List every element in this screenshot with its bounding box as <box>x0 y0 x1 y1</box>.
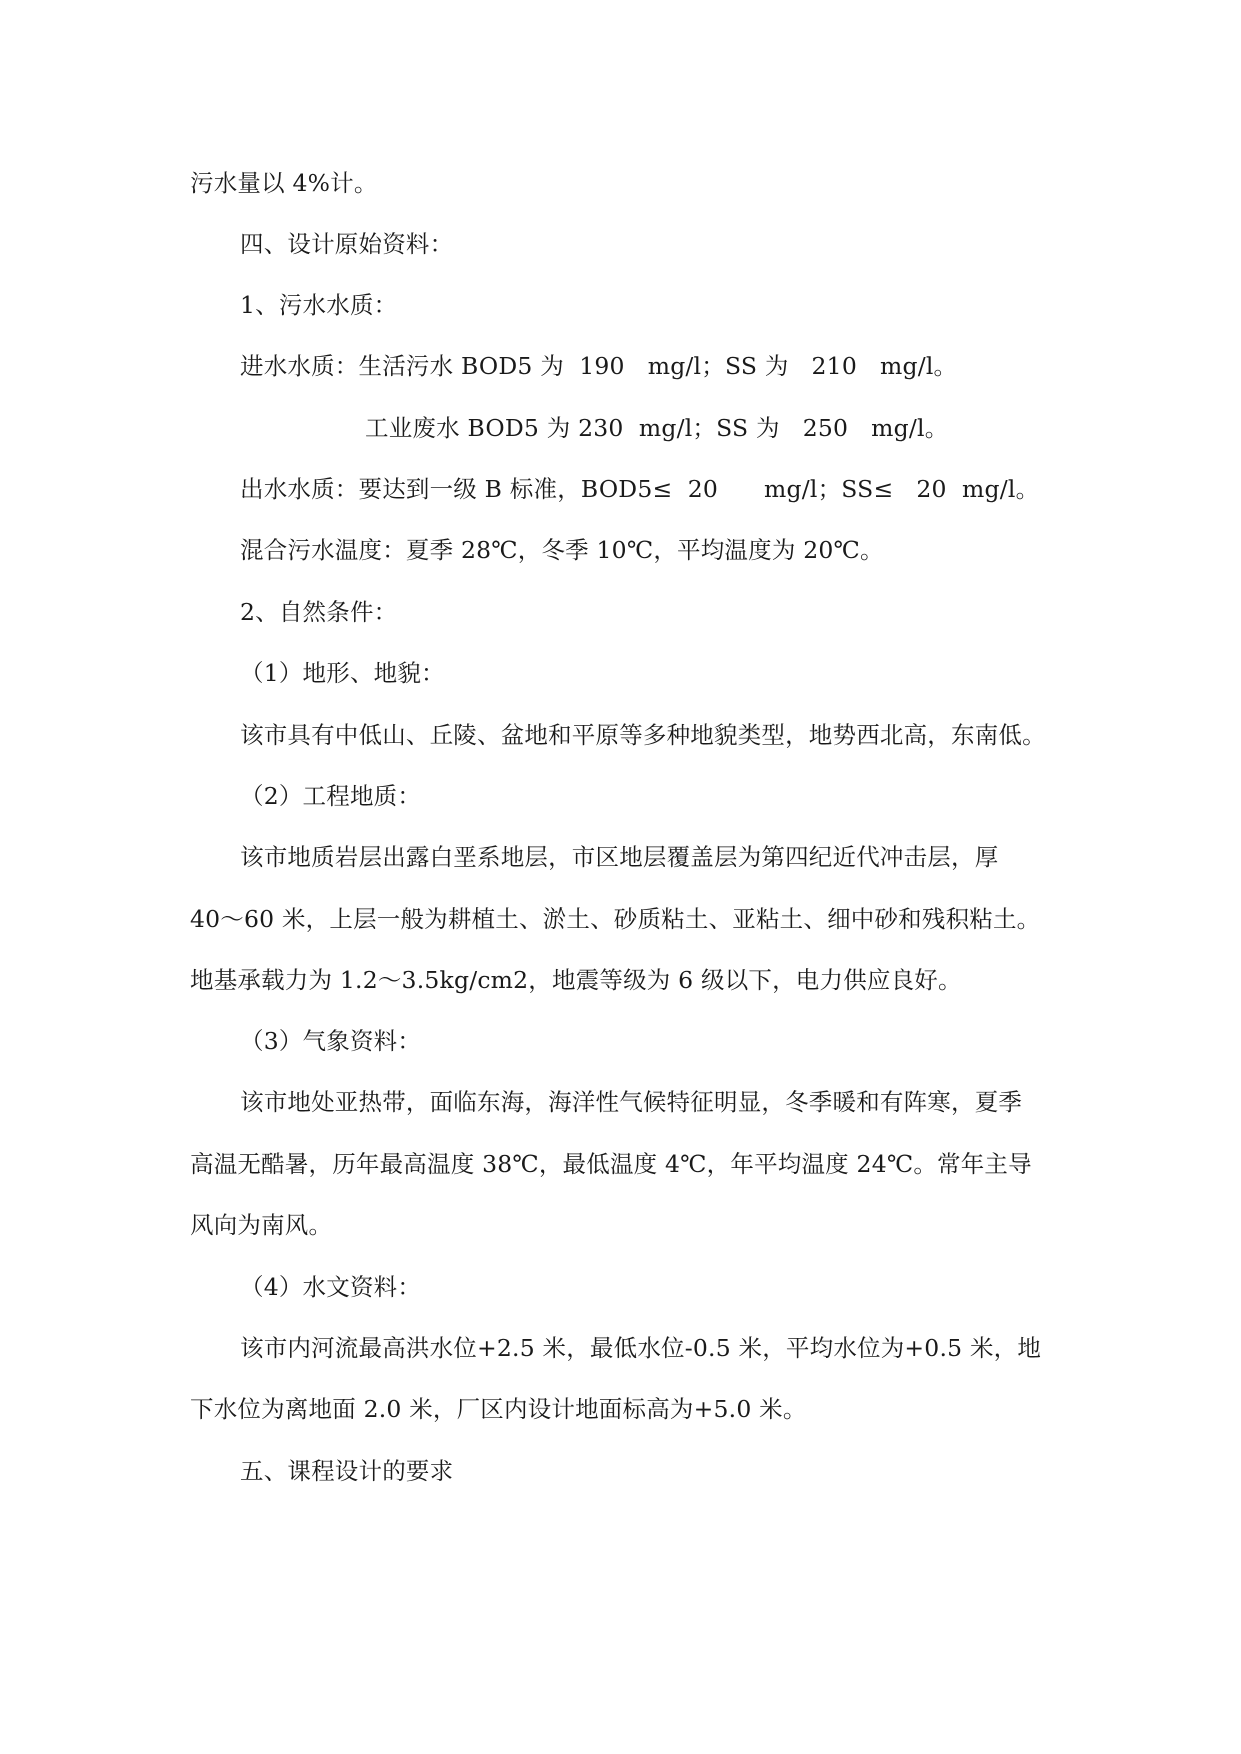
section-heading: 五、课程设计的要求 <box>240 1457 454 1485</box>
section-heading: 四、设计原始资料： <box>240 230 454 258</box>
text-line: 进水水质：生活污水 BOD5 为 190 mg/l；SS 为 210 mg/l。 <box>240 352 958 380</box>
text-line: 出水水质：要达到一级 B 标准，BOD5≤ 20 mg/l；SS≤ 20 mg/l。 <box>240 475 1040 503</box>
text-line: 污水量以 4%计。 <box>190 169 378 197</box>
text-line: 该市地处亚热带，面临东海，海洋性气候特征明显，冬季暖和有阵寒，夏季 <box>240 1088 1023 1116</box>
text-line: 该市内河流最高洪水位+2.5 米，最低水位-0.5 米，平均水位为+0.5 米，地 <box>240 1334 1042 1362</box>
text-line: 地基承载力为 1.2～3.5kg/cm2，地震等级为 6 级以下，电力供应良好。 <box>190 966 962 994</box>
text-line: 下水位为离地面 2.0 米，厂区内设计地面标高为+5.0 米。 <box>190 1395 807 1423</box>
subsection-heading: 1、污水水质： <box>240 291 398 319</box>
text-line: 该市具有中低山、丘陵、盆地和平原等多种地貌类型，地势西北高，东南低。 <box>240 721 1046 749</box>
text-line: 高温无酷暑，历年最高温度 38℃，最低温度 4℃，年平均温度 24℃。常年主导 <box>190 1150 1032 1178</box>
text-line: 混合污水温度：夏季 28℃，冬季 10℃，平均温度为 20℃。 <box>240 536 884 564</box>
text-line: 40～60 米，上层一般为耕植土、淤土、砂质粘土、亚粘土、细中砂和残积粘土。 <box>190 905 1041 933</box>
item-heading: （2）工程地质： <box>240 782 422 810</box>
item-heading: （3）气象资料： <box>240 1027 422 1055</box>
item-heading: （1）地形、地貌： <box>240 659 445 687</box>
text-line: 风向为南风。 <box>190 1211 333 1239</box>
text-line: 该市地质岩层出露白垩系地层，市区地层覆盖层为第四纪近代冲击层，厚 <box>240 843 999 871</box>
item-heading: （4）水文资料： <box>240 1273 422 1301</box>
text-line: 工业废水 BOD5 为 230 mg/l；SS 为 250 mg/l。 <box>365 414 949 442</box>
subsection-heading: 2、自然条件： <box>240 598 398 626</box>
